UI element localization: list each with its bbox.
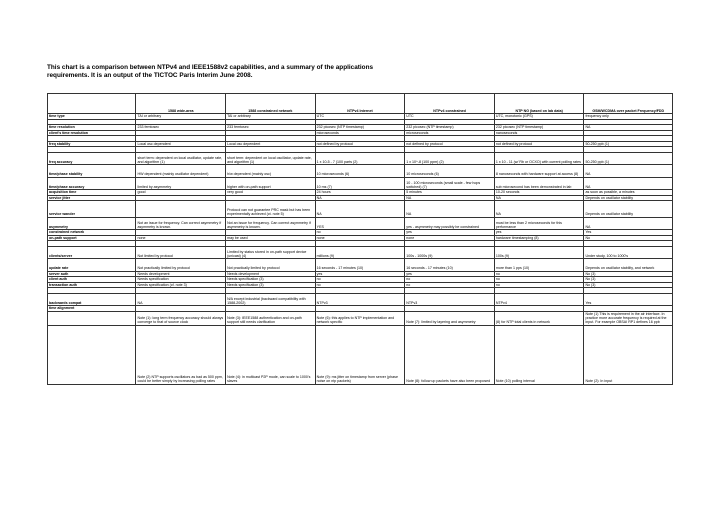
table-cell: Not practically limited by protocol	[136, 259, 226, 272]
table-cell: Note (2) NTP supports oscillators as bad as 500 ppm, could be better simply by increasing polling rates	[136, 325, 226, 384]
table-row	[48, 259, 673, 272]
table-cell: NA	[315, 195, 405, 201]
table-cell: Needs development	[136, 271, 226, 277]
table-cell: Limited by status stored in on-path support device (unicast) (4)	[226, 246, 316, 259]
table-cell: 232 picosec (NTP timestamp)	[315, 125, 405, 131]
table-cell: 1 x 10 - 11 (w/ Rb or OCXO) with current polling rates	[494, 152, 584, 165]
row-label-cell: service wander	[48, 201, 136, 218]
table-cell: 1 x 10-5 - 7 (100 parts (2)	[315, 152, 405, 165]
table-cell: no	[315, 277, 405, 283]
table-cell: higher with on-path support	[226, 177, 316, 190]
table-cell: yes	[405, 230, 495, 236]
table-cell: Needs specification (3)	[226, 277, 316, 283]
table-cell: h/w dependent (mainly osc)	[226, 165, 316, 178]
row-label-cell: server auth	[48, 271, 136, 277]
row-label-cell: acquisition time	[48, 190, 136, 196]
table-cell: 232 picosec (NTP timestamp)	[405, 125, 495, 131]
table-cell: TAI or arbitrary	[136, 114, 226, 120]
table-cell: Local osc dependent	[136, 141, 226, 147]
table-cell: Needs specification	[136, 277, 226, 283]
table-cell: Not practically limited by protocol	[226, 259, 316, 272]
table-row	[48, 246, 673, 259]
row-label-cell	[48, 325, 136, 384]
table-cell: Needs specification (cf. note 3)	[136, 282, 226, 288]
table-cell: Yes	[584, 230, 673, 236]
table-cell: not defined by protocol	[405, 141, 495, 147]
table-cell: NA	[584, 125, 673, 131]
table-row	[48, 177, 673, 190]
table-cell: NA	[584, 217, 673, 230]
row-label-cell	[48, 311, 136, 325]
row-label-cell: update rate	[48, 259, 136, 272]
table-cell: 10-20 seconds	[494, 190, 584, 196]
table-cell: N/A except industrial (backward compatibility with 1588-2002)	[226, 293, 316, 306]
table-cell: (8) for NTP total clients in network	[494, 311, 584, 325]
table-cell: UTC, monotonic (GPS)	[494, 114, 584, 120]
table-cell: Not an issue for frequency. Can correct asymmetry if asymmetry is known.	[136, 217, 226, 230]
table-cell: Note (10) polling interval	[494, 325, 584, 384]
table-cell: Note (7): limited by layering and asymmetry	[405, 311, 495, 325]
table-cell: yes	[494, 230, 584, 236]
table-cell: 16 seconds - 17 minutes (10)	[405, 259, 495, 272]
table-cell: No	[584, 235, 673, 241]
table-cell: 10 microseconds (6)	[315, 165, 405, 178]
row-label-cell: time alignment	[48, 306, 136, 312]
header-cell: NTPv4 constrained	[405, 94, 495, 114]
table-cell: Not limited by protocol	[136, 246, 226, 259]
table-cell: 1 x 10^-8 (100 ppm) (2)	[405, 152, 495, 165]
comparison-table-body	[48, 94, 673, 385]
table-cell: yes - asymmetry may possibly be constrained	[405, 217, 495, 230]
table-cell: Note (2): In input	[584, 325, 673, 384]
table-cell: no	[494, 271, 584, 277]
table-row	[48, 325, 673, 384]
table-cell: NTPv3	[315, 293, 405, 306]
table-cell: NA	[584, 165, 673, 178]
table-cell: not defined by protocol	[494, 141, 584, 147]
table-cell: none	[136, 235, 226, 241]
row-label-cell: time type	[48, 114, 136, 120]
table-cell: 10 - 100 microseconds (small scale - few hops switched) (7)	[405, 177, 495, 190]
table-cell: Note (1): long term frequency accuracy should always converge to that of source clock	[136, 311, 226, 325]
row-label-cell: time/phase stability	[48, 165, 136, 178]
table-cell: No (3)	[584, 282, 673, 288]
table-cell: 232 picosec (NTP timestamp)	[494, 125, 584, 131]
table-cell: NTPv4	[494, 293, 584, 306]
table-cell: hardware timestamping (8)	[494, 235, 584, 241]
header-cell: 1588 wide-area	[136, 94, 226, 114]
row-label-cell: time resolution	[48, 125, 136, 131]
table-cell: no	[315, 282, 405, 288]
table-cell: yes	[405, 271, 495, 277]
row-label-cell: asymmetry	[48, 217, 136, 230]
table-cell: 24 hours	[315, 190, 405, 196]
table-cell: Needs development	[226, 271, 316, 277]
table-cell: 233 femtosec	[136, 125, 226, 131]
table-cell: YES	[315, 217, 405, 230]
table-cell: microseconds	[405, 130, 495, 136]
table-cell: Local osc dependent	[226, 141, 316, 147]
table-cell: No (3)	[584, 271, 673, 277]
table-cell: 100s (9)	[494, 246, 584, 259]
table-cell: 5 minutes	[405, 190, 495, 196]
table-cell: Depends on oscillator stability, and network	[584, 259, 673, 272]
title-line-2: requirements. It is an output of the TICTOC Paris Interim June 2008.	[47, 72, 253, 79]
table-cell: frequency only	[584, 114, 673, 120]
table-cell: HW dependent (mainly oscillator dependent)	[136, 165, 226, 178]
table-cell: 100s - 1000s (9)	[405, 246, 495, 259]
header-cell: NTP NG (based on lab data)	[494, 94, 584, 114]
row-label-cell: transaction auth	[48, 282, 136, 288]
row-label-cell: freq stability	[48, 141, 136, 147]
table-cell: no	[494, 277, 584, 283]
row-label-cell: on-path support	[48, 235, 136, 241]
table-cell: must be less than 2 microseconds for this performance	[494, 217, 584, 230]
row-label-cell: time/phase accuracy	[48, 177, 136, 190]
table-cell: no	[405, 282, 495, 288]
table-header-row	[48, 94, 673, 114]
table-cell: short term: dependent on local oscillator, update rate, and algorithm (1)	[136, 152, 226, 165]
table-cell: NA	[405, 201, 495, 218]
table-cell: Yes	[584, 293, 673, 306]
table-cell	[136, 201, 226, 218]
table-cell: Note (1) This is requirement in the air interface. In practice more accurate frequency is required at the input. For example OBSAI RP1 defines 16 ppb	[584, 311, 673, 325]
table-cell: short term: dependent on local oscillator, update rate, and algorithm (1)	[226, 152, 316, 165]
table-row	[48, 217, 673, 230]
table-cell: Not an issue for frequency. Can correct asymmetry if asymmetry is known.	[226, 217, 316, 230]
row-label-cell: client auth	[48, 277, 136, 283]
table-cell: Note (4): in multicast P2P mode, can scale to 1000's slaves	[226, 325, 316, 384]
table-cell: NA	[494, 201, 584, 218]
table-cell: TAI or arbitrary	[226, 114, 316, 120]
table-cell: 10 ms (7)	[315, 177, 405, 190]
table-cell: 10 microseconds (6)	[405, 165, 495, 178]
table-cell: Under study, 100 to 1000's	[584, 246, 673, 259]
row-label-cell: client's time resolution	[48, 130, 136, 136]
title-line-1: This chart is a comparison between NTPv4 and IEEE1588v2 capabilities, and a summary of the applications	[47, 64, 374, 71]
comparison-table	[47, 93, 673, 385]
table-cell: UTC	[315, 114, 405, 120]
table-cell: microseconds	[315, 130, 405, 136]
table-row	[48, 152, 673, 165]
table-cell: sub microsecond has been demonstrated in lab	[494, 177, 584, 190]
table-cell: none	[315, 235, 405, 241]
table-cell: Depends on oscillator stability	[584, 201, 673, 218]
table-row	[48, 293, 673, 306]
page-title	[47, 64, 447, 80]
table-cell: limited by asymmetry	[136, 177, 226, 190]
table-row	[48, 201, 673, 218]
table-cell: NA	[315, 201, 405, 218]
table-cell: Depends on oscillator stability	[584, 195, 673, 201]
table-cell: no	[315, 230, 405, 236]
table-cell: NA	[136, 293, 226, 306]
table-cell: Note (8): follow up packets have also been proposed	[405, 325, 495, 384]
table-cell: UTC	[405, 114, 495, 120]
table-cell: yes	[315, 271, 405, 277]
table-cell: not defined by protocol	[315, 141, 405, 147]
table-cell: good	[136, 190, 226, 196]
header-cell: GSM/WCDMA over packet Frequency/FDD	[584, 94, 673, 114]
table-cell: NA	[405, 195, 495, 201]
row-label-cell: clients/server	[48, 246, 136, 259]
row-label-cell: service jitter	[48, 195, 136, 201]
table-cell: NTPv3	[405, 293, 495, 306]
table-cell: 50-250 ppb (1)	[584, 141, 673, 147]
table-cell: Needs specification (3)	[226, 282, 316, 288]
table-cell: no	[494, 282, 584, 288]
table-cell: NA	[494, 195, 584, 201]
table-cell: No (3)	[584, 277, 673, 283]
table-cell: none	[405, 235, 495, 241]
header-cell: 1588 constrained network	[226, 94, 316, 114]
table-cell: as soon as possible, a minutes	[584, 190, 673, 196]
header-cell	[48, 94, 136, 114]
table-row	[48, 311, 673, 325]
table-cell: 16 seconds - 17 minutes (10)	[315, 259, 405, 272]
table-cell: Note (3): IEEE1588 authentication and on-path support still needs clarification	[226, 311, 316, 325]
table-cell: may be used	[226, 235, 316, 241]
header-cell: NTPv4 Internet	[315, 94, 405, 114]
table-cell: more than 1 pps (10)	[494, 259, 584, 272]
row-label-cell: freq accuracy	[48, 152, 136, 165]
table-cell: 233 femtosec	[226, 125, 316, 131]
table-cell: millions (9)	[315, 246, 405, 259]
table-row	[48, 165, 673, 178]
table-cell: Note (6): this applies to NTP implementation and network specific	[315, 311, 405, 325]
row-label-cell: constrained network	[48, 230, 136, 236]
table-cell: NA	[584, 177, 673, 190]
table-cell: 50-250 ppb (1)	[584, 152, 673, 165]
row-label-cell: backwards compat	[48, 293, 136, 306]
table-cell: Protocol can not guarantee PRC mask but has been experimentally achieved (ct. note 5)	[226, 201, 316, 218]
table-cell: 8 nanoseconds with hardware support at access (8)	[494, 165, 584, 178]
table-cell: Note (9): ms jitter on timestamp from server (phase noise on ntp packets)	[315, 325, 405, 384]
table-cell: very good	[226, 190, 316, 196]
table-cell: no	[405, 277, 495, 283]
table-cell: nanoseconds	[494, 130, 584, 136]
